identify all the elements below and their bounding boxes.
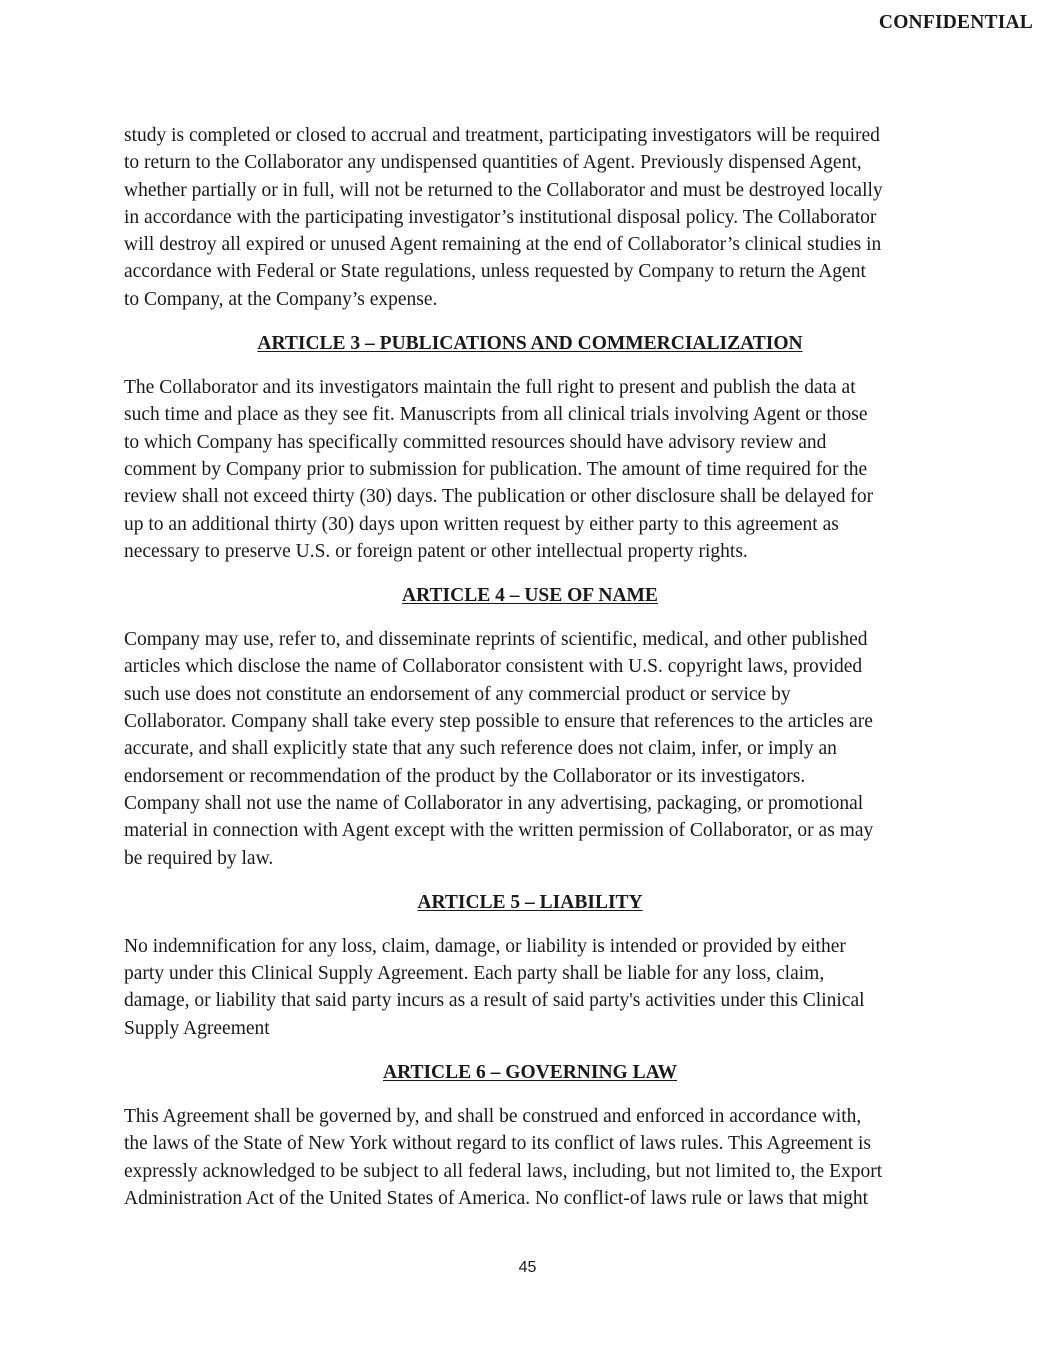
text-line: to which Company has specifically committed resources should have advisory review and [124, 431, 827, 453]
text-line: to return to the Collaborator any undispensed quantities of Agent. Previously dispensed Agent, [124, 152, 862, 174]
article-5-paragraph [124, 933, 936, 1042]
text-line: endorsement or recommendation of the product by the Collaborator or its investigators. [124, 765, 806, 787]
article-5-heading: ARTICLE 5 – LIABILITY [417, 891, 643, 913]
article-6-paragraph [124, 1103, 936, 1212]
article-6-heading: ARTICLE 6 – GOVERNING LAW [382, 1062, 678, 1084]
text-line: such time and place as they see fit. Manuscripts from all clinical trials involving Agent or those [124, 404, 868, 426]
text-line: review shall not exceed thirty (30) days. The publication or other disclosure shall be delayed for [124, 486, 874, 508]
text-line: No indemnification for any loss, claim, damage, or liability is intended or provided by either [124, 935, 846, 957]
text-line: Company may use, refer to, and disseminate reprints of scientific, medical, and other published [124, 629, 868, 651]
text-line: Company shall not use the name of Collaborator in any advertising, packaging, or promotional [124, 792, 864, 814]
text-line: damage, or liability that said party incurs as a result of said party's activities under this Clinical [124, 990, 865, 1012]
text-line: to Company, at the Company’s expense. [124, 288, 438, 310]
text-line: be required by law. [124, 847, 274, 869]
text-line: Supply Agreement [124, 1017, 270, 1039]
text-line: up to an additional thirty (30) days upon written request by either party to this agreement as [124, 513, 839, 535]
text-line: accurate, and shall explicitly state that any such reference does not claim, infer, or imply an [124, 738, 837, 760]
page-number: 45 [518, 1259, 537, 1276]
article-3-heading: ARTICLE 3 – PUBLICATIONS AND COMMERCIALIZATION [257, 333, 803, 355]
text-line: necessary to preserve U.S. or foreign patent or other intellectual property rights. [124, 540, 748, 562]
text-line: whether partially or in full, will not be returned to the Collaborator and must be destroyed locally [124, 179, 883, 201]
text-line: expressly acknowledged to be subject to all federal laws, including, but not limited to, the Export [124, 1160, 883, 1182]
text-line: the laws of the State of New York without regard to its conflict of laws rules. This Agreement is [124, 1133, 872, 1155]
text-line: articles which disclose the name of Collaborator consistent with U.S. copyright laws, provided [124, 656, 863, 678]
text-line: This Agreement shall be governed by, and shall be construed and enforced in accordance with, [124, 1106, 862, 1128]
text-line: such use does not constitute an endorsement of any commercial product or service by [124, 683, 791, 705]
document-body [124, 122, 936, 1212]
text-line: The Collaborator and its investigators maintain the full right to present and publish the data at [124, 377, 856, 399]
article-4-paragraph [124, 626, 936, 872]
text-line: in accordance with the participating investigator’s institutional disposal policy. The Collaborator [124, 206, 877, 228]
article-4-heading: ARTICLE 4 – USE OF NAME [402, 585, 658, 607]
article-3-paragraph [124, 374, 936, 565]
confidential-label: CONFIDENTIAL [878, 12, 1033, 33]
text-line: material in connection with Agent except with the written permission of Collaborator, or as may [124, 820, 874, 842]
text-line: study is completed or closed to accrual and treatment, participating investigators will be required [124, 125, 880, 146]
paragraph-agent-return [124, 122, 936, 313]
text-line: comment by Company prior to submission for publication. The amount of time required for the [124, 458, 868, 480]
text-line: accordance with Federal or State regulations, unless requested by Company to return the Agent [124, 261, 866, 283]
text-line: party under this Clinical Supply Agreement. Each party shall be liable for any loss, claim, [124, 963, 825, 985]
text-line: will destroy all expired or unused Agent remaining at the end of Collaborator’s clinical studies in [124, 234, 882, 256]
text-line: Administration Act of the United States of America. No conflict-of laws rule or laws that might [124, 1187, 869, 1209]
text-line: Collaborator. Company shall take every step possible to ensure that references to the articles are [124, 711, 873, 733]
